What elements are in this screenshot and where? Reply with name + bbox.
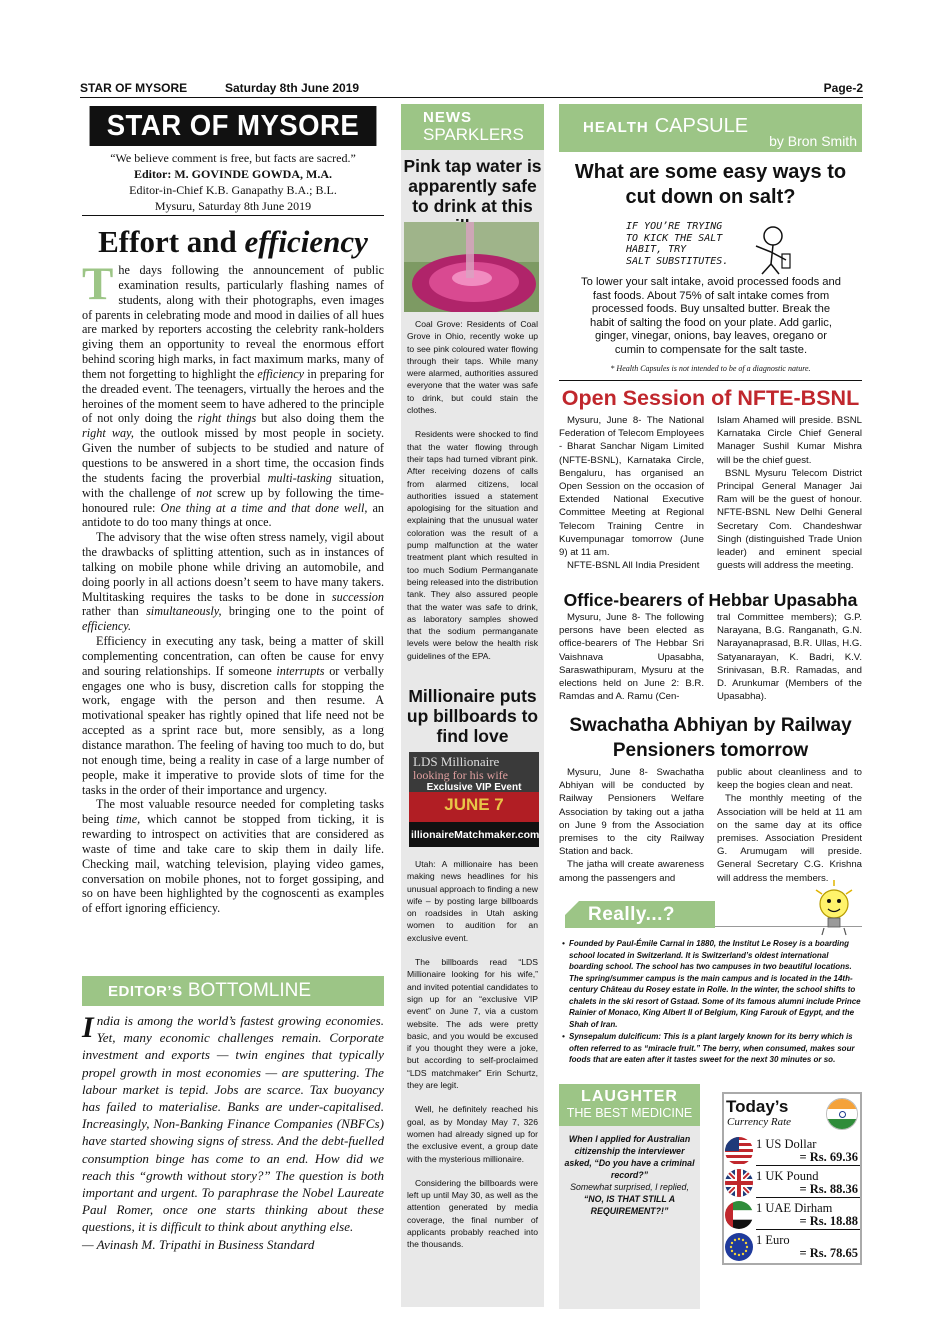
dateline: Mysuru, Saturday 8th June 2019 <box>154 199 312 213</box>
hebbar-headline: Office-bearers of Hebbar Upasabha <box>563 590 858 610</box>
currency-row-usd: 1 US Dollar = Rs. 69.36 <box>725 1137 860 1165</box>
nfte-headline: Open Session of NFTE-BSNL <box>561 386 860 410</box>
hebbar-article: Mysuru, June 8- The following persons have been elected as office-bearers of The Hebbar Sri Vaishnava Upasabha, Saraswathipuram, Mysuru at the elections held on June 2: B.R. Ramdas and A. Ramu (Cen- tral Committee members); G.P. Narayana, B.G. Ranganath, G.N. Narayanaprasad, B.R. Ullas, H.G. Satyanarayan, K. Badri, K.V. Srinivasan, B.R. Ramadas, and D. Arunkumar (Members of the Upasabha). <box>559 612 862 703</box>
divider <box>559 380 862 381</box>
billboard-text: LDS Millionaire <box>413 754 500 769</box>
bottomline-body: India is among the world’s fastest growing economies. Yet, many economic challenges remain. Corporate investment and exports — twin engines that typically propel growth in most economies — are sputtering. The labour market is tepid. Jobs are scarce. Tax buoyancy has failed to materialise. Banks are under-capitalised. Increasingly, Non-Banking Finance Companies (NBFCs) have started showing signs of stress. And the debt-fuelled consumption binge has come to an end. How did we reach this “growth without story?” The question is both important and urgent. To paraphrase the Nobel Laureate Paul Romer, once one starts thinking about these questions, it is difficult to think about anything else. — Avinash M. Tripathi in Business Standard <box>82 1011 384 1252</box>
laughter-banner: LAUGHTER THE BEST MEDICINE <box>559 1084 700 1126</box>
drop-cap: I <box>82 1011 94 1044</box>
paper-name: STAR OF MYSORE <box>80 81 188 95</box>
banner-corner <box>565 901 579 915</box>
bottomline-banner: EDITOR’S BOTTOMLINE <box>82 976 384 1006</box>
page-number: Page-2 <box>823 81 863 95</box>
health-answer: To lower your salt intake, avoid processed foods and fast foods. About 75% of salt intake comes from processed foods. Buy unsalted butter. Break the habit of salting the food on your plate. Add garlic, ginger, vinegar, onions, bay leaves, oregano or cumin to compensate for the salt taste. <box>581 276 841 356</box>
currency-title: Today’s <box>726 1097 789 1116</box>
masthead-title: STAR OF MYSORE <box>90 106 377 146</box>
swachatha-headline: Swachatha Abhiyan by Railway Pensioners tomorrow <box>569 715 852 761</box>
uk-flag-icon <box>725 1169 753 1197</box>
us-flag-icon <box>725 1137 753 1165</box>
health-disclaimer: * Health Capsules is not intended to be of a diagnostic nature. <box>610 364 811 373</box>
editorial-paragraph: The advisory that the wise often stress namely, vigil about the drawbacks of splitting attention, such as in instances of talking on mobile phone while driving an automobile, and doing poorly in all actions doesn’t seem to have many takers. Multitasking requires the tasks to be done in succession rather than simultaneously, bringing one to the point of efficiency. <box>82 530 384 634</box>
billboard-text: looking for his wife <box>413 768 508 782</box>
issue-date: Saturday 8th June 2019 <box>225 81 360 95</box>
cartoon-caption: IF YOU’RE TRYING TO KICK THE SALT HABIT, TRY SALT SUBSTITUTES. <box>626 221 729 267</box>
editorial-paragraph: Efficiency in executing any task, being a matter of skill complementing concentration, can often be cause for envy and souring relationships. If someone interrupts or verbally engages one who is busy, discretion calls for stopping the work, engage with the person and then resume. A motivational speaker has rightly opined that life need not be accepted as a sprint race but, more sensibly, as a long distance marathon. The feeling of having too much to do, but not enough time, being a reality in case of a large number of people, make it imperative to provide slots of time for the tasks in the order of their importance and urgency. <box>82 634 384 797</box>
story2-text: Utah: A millionaire has been making news headlines for his unusual approach to finding a new wife – by posting large billboards on roadsides in Utah asking women to audition for an exclusive event. The billboards read “LDS Millionaire looking for his wife,” and invited potential candidates to sign up for an “exclusive VIP event” on June 7, via a custom website. The ads were pretty basic, and you would be excused if you thought they were a joke, but according to self-proclaimed “LDS matchmaker” Erin Schurtz, they are legit. Well, he definitely reached his goal, as by Monday May 7, 326 women had already signed up for the exclusive event, a group date with the mysterious millionaire. Considering the billboards were left up until May 30, as well as the attention generated by media coverage, the final number of applicants probably reached into the thousands. <box>407 859 538 1250</box>
lightbulb-icon <box>812 880 856 936</box>
byline: by Bron Smith <box>769 133 857 149</box>
fact-item: • Synsepalum dulcificum: This is a plant largely known for its berry which is often referred to as “miracle fruit.” The berry, when consumed, makes sour foods that are eaten after it tastes sweet for the next 30 minutes or so. <box>562 1031 862 1066</box>
pink-water-photo <box>404 222 539 312</box>
motto: “We believe comment is free, but facts are sacred.” <box>110 151 356 165</box>
uae-flag-icon <box>725 1201 753 1229</box>
editor-in-chief-line: Editor-in-Chief K.B. Ganapathy B.A.; B.L. <box>129 183 337 197</box>
swachatha-article: Mysuru, June 8- Swachatha Abhiyan will be conducted by Railway Pensioners Welfare Association by taking out a jatha on June 9 from the Association premises to the city Railway Station and back. The jatha will create awareness among the passengers and public about cleanliness and to keep the bogies clean and neat. The monthly meeting of the Association will be held at 11 am on the same day at its office premises. Association President G. Arumugam will preside. General Secretary C.G. Krishna will address the members. <box>559 767 862 884</box>
currency-row-gbp: 1 UK Pound = Rs. 88.36 <box>725 1169 860 1197</box>
really-facts <box>562 938 862 1067</box>
editorial-paragraph: The most valuable resource needed for completing tasks being time, which cannot be stopped from ticking, it is rewarding to introspect on activities that are considered as waste of time and take care to skip them in daily life. Checking mail, watching television, playing video games, conversation on mobile phones, not to forget gossiping, and so on have been highlighted by the cognoscenti as examples of effort ignoring efficiency. <box>82 797 384 916</box>
story-headline: Pink tap water is apparently safe to drink at this <box>403 156 542 216</box>
billboard-text: Exclusive VIP Event <box>426 782 522 793</box>
health-capsule-banner: HEALTH CAPSULE by Bron Smith <box>559 104 862 152</box>
fact-item: • Founded by Paul-Émile Carnal in 1880, the Institut Le Rosey is a boarding school located in Switzerland. It is Switzerland’s oldest international boarding school. The school has two campuses in two beautiful locations. The spring/summer campus is the main campus and is located in the 14th-century Château du Rosey estate in Rolle. In the winter, the school shifts to chalets in the ski resort of Gstaad. Some of its famous alumni include Prince Rainier of Monaco, King Albert II of Belgium, King Farouk of Egypt, and the Shah of Iran. <box>562 938 862 1030</box>
nfte-article: Mysuru, June 8- The National Federation of Telecom Employees - Bharat Sanchar Nigam Limited (NFTE-BSNL), Karnataka Circle, Bengaluru, has organised an Open Session on the occasion of Extended National Executive Committee Meeting at Regional Telecom Training Centre in Kuvempunagar tomorrow (June 9) at 11 am. NFTE-BSNL All India President Islam Ahamed will preside. BSNL Karnataka Circle Chief General Manager Sushil Kumar Mishra will be the chief guest. BSNL Mysuru Telecom District Principal General Manager Jai Ram will be the guest of honour. NFTE-BSNL New Delhi General Secretary Com. Chandeshwar Singh (distinguished Trade Union leader) and eminent special guests will address the meeting. <box>559 415 862 572</box>
joke-text: When I applied for Australian citizenship the interviewer asked, “Do you have a criminal record?” Somewhat surprised, I replied, “NO, IS THAT STILL A REQUIREMENT?!” <box>564 1134 695 1216</box>
billboard-text: illionaireMatchmaker.com <box>411 829 539 841</box>
story1-text: Coal Grove: Residents of Coal Grove in Ohio, recently woke up to see pink coloured water flowing through their taps. While many were alarmed, authorities assured everyone that the water was safe to drink, but could stain the clothes. Residents were shocked to find that the water flowing through their taps had turned vibrant pink. After receiving dozens of calls from alarmed citizens, local authorities issued a statement apologising for the situation and explaining that the unusual water coloration was the result of a pump malfunction at the water treatment plant which resulted in too much Sodium Permanganate being released into the distribution tank. They also assured people that the water was safe to drink, as laboratory samples showed that the sodium permanganate levels were below the health risk guidelines of the EPA. <box>407 319 538 661</box>
health-question: What are some easy ways to cut down on salt? <box>574 161 847 208</box>
editorial-credits <box>82 150 384 214</box>
page-header <box>80 80 863 98</box>
editorial-body <box>82 258 385 916</box>
currency-row-aed: 1 UAE Dirham = Rs. 18.88 <box>725 1201 860 1229</box>
billboard-text: JUNE 7 <box>444 795 504 814</box>
india-flag-icon <box>826 1098 858 1130</box>
currency-subtitle: Currency Rate <box>727 1116 792 1128</box>
really-banner: Really...? <box>565 901 715 928</box>
currency-row-eur: 1 Euro = Rs. 78.65 <box>725 1233 860 1261</box>
divider <box>82 215 384 216</box>
editorial-paragraph: The days following the announcement of public examination results, particularly flashing names of students, along with their photographs, even images of parents in celebrating mode and mood in dailies of all hues are marked by reporters accosting the celebrity rank-holders giving them an opportunity to reveal the enormous effort behind scoring high marks, in fact maximum marks, many of them not forgetting to highlight the efficiency in preparing for the dreaded event. The teenagers, virtually the heroes and the heroines of the moment seem to have adhered to the principle of not only doing the right things but also doing them the right way, the outlook missed by most people in society. Given the number of subjects to be studied and nature of questions to be answered in a short time, the occasion finds the students facing the proverbial multi-tasking situation, with the challenge of not screw up by following the time-honoured rule: One thing at a time and that done well, an antidote to do too many things at once. <box>82 258 385 530</box>
headline-italic: efficiency <box>244 224 368 259</box>
editor-line: Editor: M. GOVINDE GOWDA, M.A. <box>134 167 332 181</box>
eu-flag-icon <box>725 1233 753 1261</box>
billboard-photo <box>409 752 539 847</box>
bottomline-source: — Avinash M. Tripathi in Business Standard <box>82 1236 315 1252</box>
news-sparklers-banner: NEWS SPARKLERS <box>401 104 544 150</box>
story-headline: Millionaire puts up billboards to find love <box>406 686 539 746</box>
editorial-headline <box>82 222 384 262</box>
drop-cap: T <box>82 258 114 310</box>
headline-plain: Effort and <box>98 224 245 259</box>
